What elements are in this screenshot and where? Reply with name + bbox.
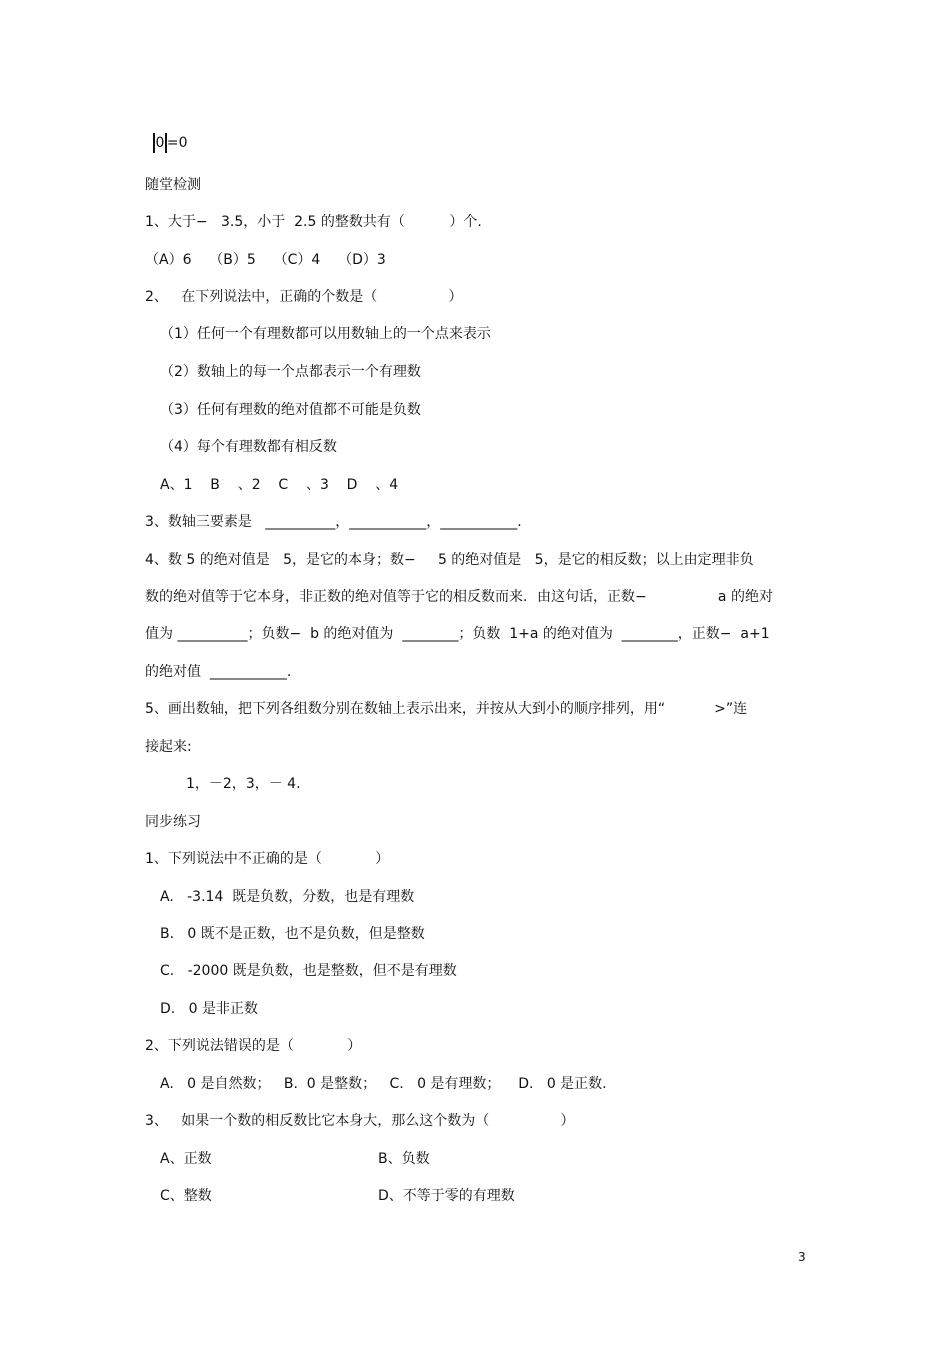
q2-options: A、1 B 、2 C 、3 D 、4 [160,477,399,493]
q5-numbers: 1，－2，3，－ 4. [186,776,301,792]
q2-item-3: （3）任何有理数的绝对值都不可能是负数 [160,402,421,418]
s2-q1-option-c: C. -2000 既是负数，也是整数，但不是有理数 [160,963,457,979]
abs-value: 0 [155,135,165,151]
s2-q1-text: 1、下列说法中不正确的是（ ） [145,851,390,867]
q5-line-2: 接起来: [145,739,192,755]
s2-q3-option-c: C、整数 [160,1188,212,1204]
s2-q3-option-b: B、负数 [378,1151,430,1167]
section-title-quiz: 随堂检测 [145,177,201,193]
s2-q3-option-a: A、正数 [160,1151,212,1167]
s2-q2-text: 2、下列说法错误的是（ ） [145,1038,362,1054]
absolute-value-expression [153,133,188,153]
s2-q2-options: A. 0 是自然数； B. 0 是整数； C. 0 是有理数； D. 0 是正数. [160,1076,607,1092]
q2-item-2: （2）数轴上的每一个点都表示一个有理数 [160,364,421,380]
s2-q1-option-d: D. 0 是非正数 [160,1001,258,1017]
q1-options: （A）6 （B）5 （C）4 （D）3 [145,252,386,268]
q1-text: 1、大于− 3.5，小于 2.5 的整数共有（ ）个. [145,214,482,230]
q5-line-1: 5、画出数轴，把下列各组数分别在数轴上表示出来，并按从大到小的顺序排列，用“ >”连 [145,701,748,717]
q4-line-1: 4、数 5 的绝对值是 5，是它的本身；数− 5 的绝对值是 5，是它的相反数；以上由定理非负 [145,552,754,568]
abs-result: =0 [166,135,188,151]
q4-line-4: 的绝对值 ___________. [145,664,292,680]
q2-item-4: （4）每个有理数都有相反数 [160,439,337,455]
section-title-practice: 同步练习 [145,814,201,830]
page-number: 3 [798,1250,806,1264]
s2-q3-option-d: D、不等于零的有理数 [378,1188,515,1204]
q3-text: 3、数轴三要素是 __________，___________，___________. [145,514,522,530]
q2-item-1: （1）任何一个有理数都可以用数轴上的一个点来表示 [160,326,491,342]
s2-q1-option-b: B. 0 既不是正数，也不是负数，但是整数 [160,926,425,942]
s2-q1-option-a: A. -3.14 既是负数，分数，也是有理数 [160,889,415,905]
s2-q3-text: 3、 如果一个数的相反数比它本身大，那么这个数为（ ） [145,1113,575,1129]
q2-text: 2、 在下列说法中，正确的个数是（ ） [145,289,463,305]
q4-line-2: 数的绝对值等于它本身，非正数的绝对值等于它的相反数而来．由这句话，正数− a 的绝对 [145,589,773,605]
q4-line-3: 值为 __________；负数− b 的绝对值为 ________；负数 1+a 的绝对值为 ________，正数− a+1 [145,626,770,642]
